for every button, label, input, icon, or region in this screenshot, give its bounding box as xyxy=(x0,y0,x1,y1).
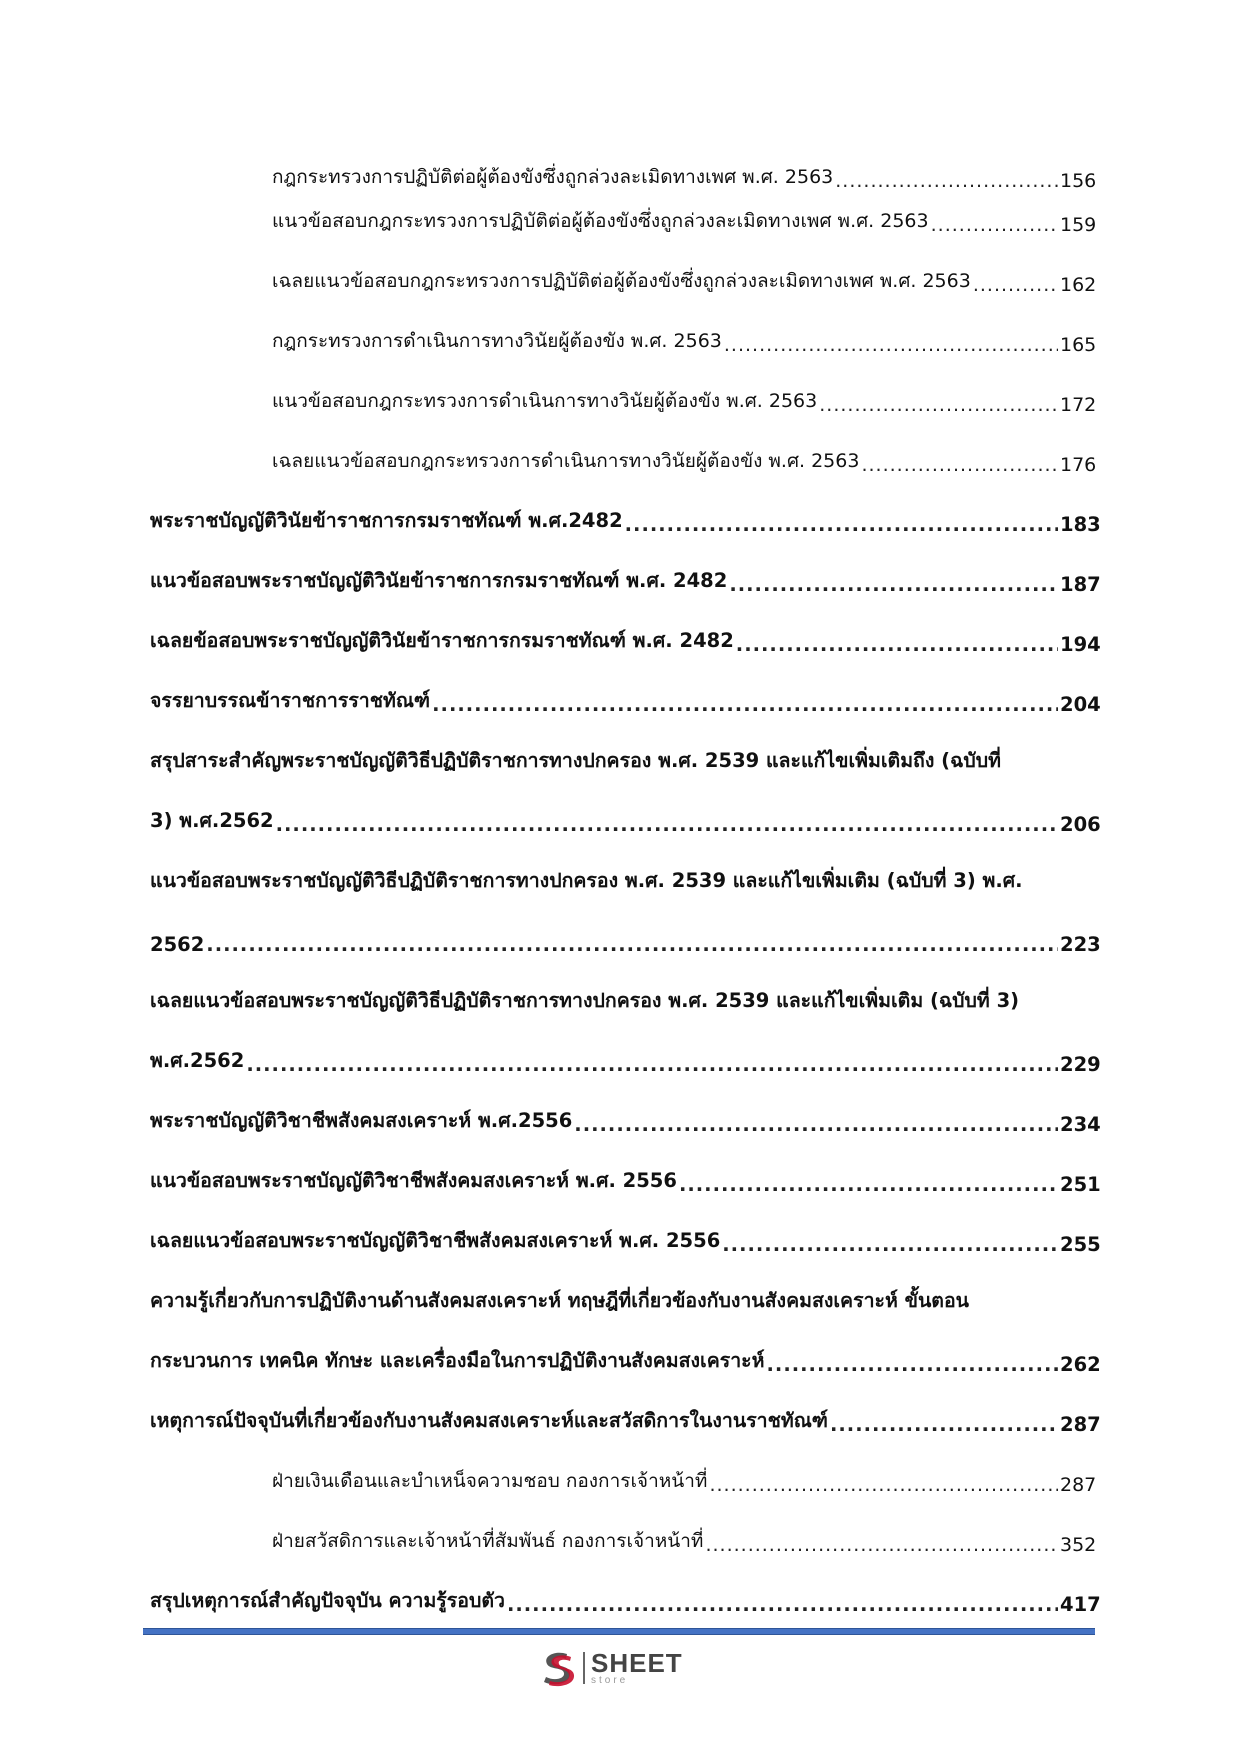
toc-page-number: 183 xyxy=(1060,513,1101,536)
toc-entry-title: ฝ่ายสวัสดิการและเจ้าหน้าที่สัมพันธ์ กองการเจ้าหน้าที่ xyxy=(272,1530,704,1552)
toc-entry-title: 2562 xyxy=(150,933,205,956)
toc-dot-leader xyxy=(729,573,1058,596)
toc-page-number: 162 xyxy=(1060,274,1097,296)
footer-rule xyxy=(143,1628,1095,1635)
toc-entry-title: กฎกระทรวงการดำเนินการทางวินัยผู้ต้องขัง พ.ศ. 2563 xyxy=(272,330,722,352)
toc-entry-title: เฉลยแนวข้อสอบกฎกระทรวงการปฏิบัติต่อผู้ต้องขังซึ่งถูกล่วงละเมิดทางเพศ พ.ศ. 2563 xyxy=(272,270,971,292)
sheet-store-logo xyxy=(537,1648,683,1688)
toc-page-number: 187 xyxy=(1060,573,1101,596)
toc-page-number: 206 xyxy=(1060,813,1101,836)
toc-entry[interactable] xyxy=(150,194,1097,254)
toc-entry-title: แนวข้อสอบกฎกระทรวงการปฏิบัติต่อผู้ต้องขังซึ่งถูกล่วงละเมิดทางเพศ พ.ศ. 2563 xyxy=(272,210,929,232)
sheet-store-logo-icon xyxy=(537,1648,577,1688)
toc-entry-title: จรรยาบรรณข้าราชการราชทัณฑ์ xyxy=(150,689,431,712)
toc-entry[interactable] xyxy=(150,1274,1101,1394)
toc-entry-title: แนวข้อสอบพระราชบัญญัติวินัยข้าราชการกรมราชทัณฑ์ พ.ศ. 2482 xyxy=(150,569,728,592)
toc-page-number: 165 xyxy=(1060,334,1097,356)
toc-dot-leader xyxy=(206,933,1058,956)
toc-entry[interactable] xyxy=(150,734,1101,854)
toc-dot-leader xyxy=(861,454,1058,476)
toc-entry-title: แนวข้อสอบกฎกระทรวงการดำเนินการทางวินัยผู้ต้องขัง พ.ศ. 2563 xyxy=(272,390,818,412)
toc-entry[interactable] xyxy=(150,374,1097,434)
toc-dot-leader xyxy=(819,394,1058,416)
toc-entry-title: แนวข้อสอบพระราชบัญญัติวิชาชีพสังคมสงเคราะห์ พ.ศ. 2556 xyxy=(150,1169,677,1192)
toc-page-number: 287 xyxy=(1060,1413,1101,1436)
logo-separator xyxy=(583,1652,585,1684)
toc-dot-leader xyxy=(724,334,1058,356)
toc-page-number: 223 xyxy=(1060,933,1101,956)
toc-dot-leader xyxy=(835,170,1058,192)
toc-entry-title: พ.ศ.2562 xyxy=(150,1049,245,1072)
toc-dot-leader xyxy=(767,1353,1058,1376)
toc-dot-leader xyxy=(705,1534,1058,1556)
toc-entry-title: เฉลยข้อสอบพระราชบัญญัติวินัยข้าราชการกรมราชทัณฑ์ พ.ศ. 2482 xyxy=(150,629,734,652)
toc-entry[interactable] xyxy=(150,674,1101,734)
toc-page-number: 251 xyxy=(1060,1173,1101,1196)
toc-page-number: 194 xyxy=(1060,633,1101,656)
logo-subtitle: store xyxy=(591,1675,629,1686)
toc-page-number: 352 xyxy=(1060,1534,1097,1556)
toc-dot-leader xyxy=(722,1233,1058,1256)
toc-entry-title: พระราชบัญญัติวิชาชีพสังคมสงเคราะห์ พ.ศ.2556 xyxy=(150,1109,573,1132)
toc-entry-title: พระราชบัญญัติวินัยข้าราชการกรมราชทัณฑ์ พ.ศ.2482 xyxy=(150,509,623,532)
toc-dot-leader xyxy=(830,1413,1058,1436)
toc-page-number: 159 xyxy=(1060,214,1097,236)
toc-page-number: 176 xyxy=(1060,454,1097,476)
table-of-contents xyxy=(150,150,1101,1634)
toc-page-number: 287 xyxy=(1060,1474,1097,1496)
toc-page-number: 262 xyxy=(1060,1353,1101,1376)
toc-dot-leader xyxy=(574,1113,1058,1136)
toc-entry[interactable] xyxy=(150,1214,1101,1274)
logo-title: SHEET xyxy=(591,1648,683,1678)
toc-entry-title: แนวข้อสอบพระราชบัญญัติวิธีปฏิบัติราชการทางปกครอง พ.ศ. 2539 และแก้ไขเพิ่มเติม (ฉบับที่ 3) พ.ศ. xyxy=(150,869,1023,892)
toc-entry-title: เหตุการณ์ปัจจุบันที่เกี่ยวข้องกับงานสังคมสงเคราะห์และสวัสดิการในงานราชทัณฑ์ xyxy=(150,1409,828,1432)
toc-dot-leader xyxy=(246,1053,1058,1076)
toc-page-number: 156 xyxy=(1060,170,1097,192)
toc-entry[interactable] xyxy=(150,1394,1101,1454)
toc-page-number: 229 xyxy=(1060,1053,1101,1076)
toc-entry-title: เฉลยแนวข้อสอบพระราชบัญญัติวิชาชีพสังคมสงเคราะห์ พ.ศ. 2556 xyxy=(150,1229,721,1252)
toc-entry-title: กระบวนการ เทคนิค ทักษะ และเครื่องมือในการปฏิบัติงานสังคมสงเคราะห์ xyxy=(150,1349,765,1372)
toc-entry[interactable] xyxy=(150,434,1097,494)
toc-entry[interactable] xyxy=(150,1094,1101,1154)
toc-entry-title: 3) พ.ศ.2562 xyxy=(150,809,274,832)
toc-dot-leader xyxy=(931,214,1058,236)
toc-dot-leader xyxy=(709,1474,1058,1496)
toc-entry[interactable] xyxy=(150,314,1097,374)
toc-entry[interactable] xyxy=(150,554,1101,614)
toc-page-number: 255 xyxy=(1060,1233,1101,1256)
toc-dot-leader xyxy=(736,633,1058,656)
toc-dot-leader xyxy=(973,274,1058,296)
toc-entry[interactable] xyxy=(150,254,1097,314)
toc-dot-leader xyxy=(432,693,1058,716)
toc-page-number: 417 xyxy=(1060,1593,1101,1616)
toc-entry[interactable] xyxy=(150,494,1101,554)
toc-entry-title: ฝ่ายเงินเดือนและบำเหน็จความชอบ กองการเจ้าหน้าที่ xyxy=(272,1470,708,1492)
toc-entry[interactable] xyxy=(150,1454,1097,1514)
toc-entry-title: เฉลยแนวข้อสอบกฎกระทรวงการดำเนินการทางวินัยผู้ต้องขัง พ.ศ. 2563 xyxy=(272,450,860,472)
toc-entry-title: สรุปเหตุการณ์สำคัญปัจจุบัน ความรู้รอบตัว xyxy=(150,1589,505,1612)
toc-page-number: 204 xyxy=(1060,693,1101,716)
toc-dot-leader xyxy=(507,1593,1058,1616)
toc-entry-title: กฎกระทรวงการปฏิบัติต่อผู้ต้องขังซึ่งถูกล่วงละเมิดทางเพศ พ.ศ. 2563 xyxy=(272,166,834,188)
toc-entry-title: เฉลยแนวข้อสอบพระราชบัญญัติวิธีปฏิบัติราชการทางปกครอง พ.ศ. 2539 และแก้ไขเพิ่มเติม (ฉบับที่ 3) xyxy=(150,989,1020,1012)
toc-entry-title: สรุปสาระสำคัญพระราชบัญญัติวิธีปฏิบัติราชการทางปกครอง พ.ศ. 2539 และแก้ไขเพิ่มเติมถึง (ฉบับที่ xyxy=(150,749,1001,772)
toc-entry[interactable] xyxy=(150,150,1097,194)
toc-entry[interactable] xyxy=(150,974,1101,1094)
toc-dot-leader xyxy=(276,813,1058,836)
toc-dot-leader xyxy=(679,1173,1058,1196)
toc-entry[interactable] xyxy=(150,1154,1101,1214)
toc-entry[interactable] xyxy=(150,1574,1101,1634)
toc-entry[interactable] xyxy=(150,614,1101,674)
toc-entry[interactable] xyxy=(150,1514,1097,1574)
toc-entry[interactable] xyxy=(150,854,1101,974)
toc-entry-title: ความรู้เกี่ยวกับการปฏิบัติงานด้านสังคมสงเคราะห์ ทฤษฎีที่เกี่ยวข้องกับงานสังคมสงเคราะห์ ขั้นตอน xyxy=(150,1289,969,1312)
toc-page-number: 234 xyxy=(1060,1113,1101,1136)
toc-page-number: 172 xyxy=(1060,394,1097,416)
toc-dot-leader xyxy=(625,513,1058,536)
